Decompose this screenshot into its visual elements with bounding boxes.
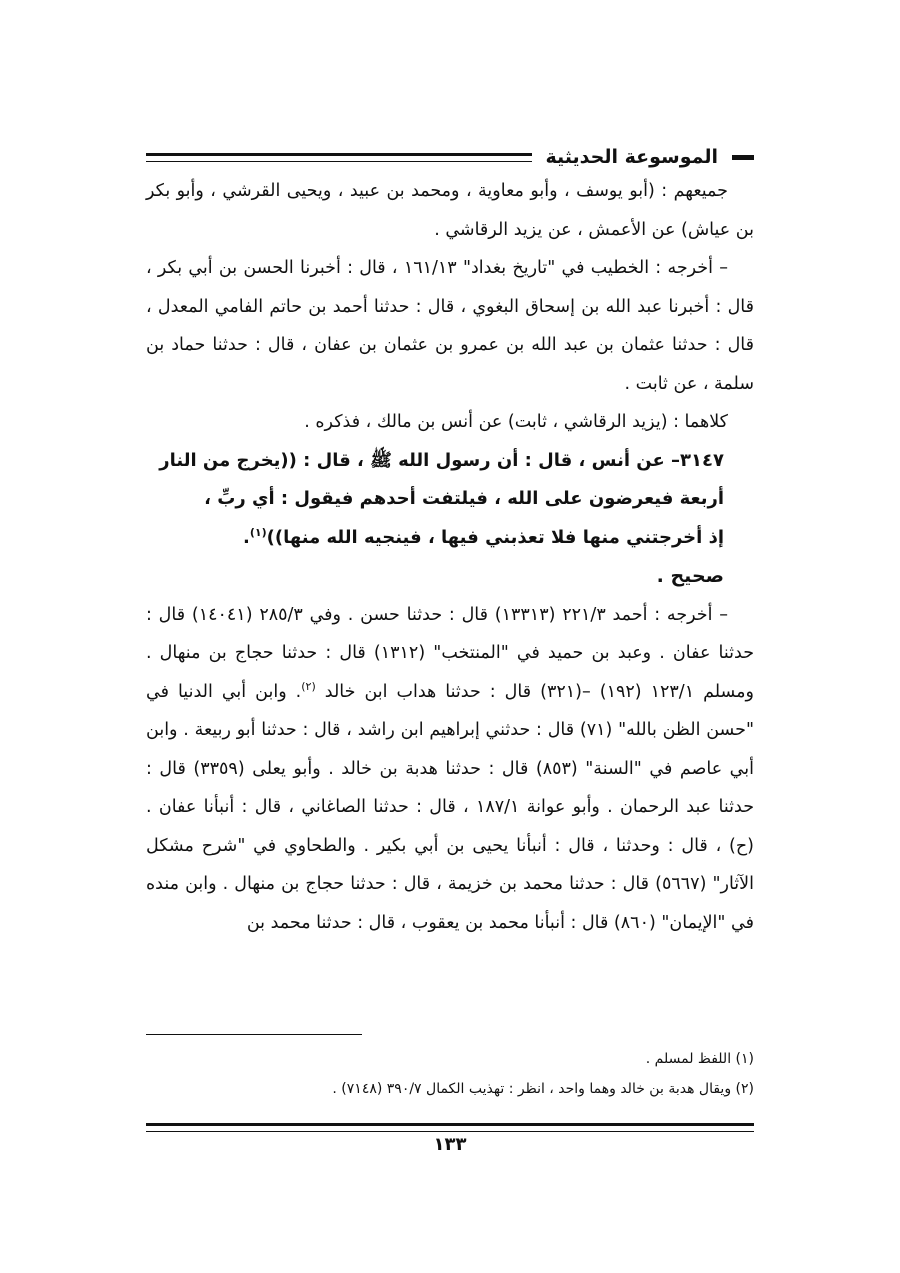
bottom-rule: [146, 1123, 754, 1132]
footnote-ref-1[interactable]: (١): [249, 525, 267, 539]
paragraph-narrators: جميعهم : (أبو يوسف ، وأبو معاوية ، ومحمد بن عبيد ، ويحيى القرشي ، وأبو بكر بن عياش) عن الأعمش ، عن يزيد الرقاشي .: [146, 181, 754, 240]
paragraph-both: كلاهما : (يزيد الرقاشي ، ثابت) عن أنس بن مالك ، فذكره .: [304, 412, 728, 432]
page-number: ١٣٣: [433, 1134, 467, 1155]
hadith-line-2: أربعة فيعرضون على الله ، فيلتفت أحدهم فيقول : أي ربِّ ،: [204, 488, 724, 509]
page-body: [146, 172, 754, 942]
footnote-1: (١) اللفظ لمسلم .: [645, 1051, 754, 1067]
hadith-line-3-text: إذ أخرجتني منها فلا تعذبني فيها ، فينجيه الله منها)): [266, 526, 724, 548]
takhrij-text-a: – أخرجه : أحمد ٢٢١/٣ (١٣٣١٣) قال : حدثنا حسن . وفي ٢٨٥/٣ (١٤٠٤١) قال : حدثنا عفان . وعبد بن حميد في "المنتخب" (١٣١٢) قال : حدثنا حجاج بن منهال . ومسلم ١٢٣/١ (١٩٢) –(٣٢١) قال : حدثنا هداب ابن خالد: [146, 604, 755, 702]
footnote-separator: [146, 1034, 362, 1035]
footnote-2: (٢) ويقال هدبة بن خالد وهما واحد ، انظر : تهذيب الكمال ٣٩٠/٧ (٧١٤٨) .: [332, 1081, 754, 1097]
book-page: [146, 0, 754, 1273]
header-rule-left: [146, 153, 532, 162]
running-header: [146, 140, 754, 174]
hadith-end: .: [243, 526, 250, 548]
hadith-line-1: ٣١٤٧– عن أنس ، قال : أن رسول الله ﷺ ، قال : ((يخرج من النار: [159, 449, 724, 471]
hadith-line-3: [146, 519, 754, 558]
paragraph-khatib: – أخرجه : الخطيب في "تاريخ بغداد" ١٦١/١٣ ، قال : أخبرنا الحسن بن أبي بكر ، قال : أخبرنا عبد الله بن إسحاق البغوي ، قال : حدثنا أحمد بن حاتم الفامي المعدل ، قال : حدثنا عثمان بن عبد الله بن عمرو بن عثمان بن عفان ، قال : حدثنا حماد بن سلمة ، عن ثابت .: [146, 258, 754, 394]
takhrij-text-b: . وابن أبي الدنيا في "حسن الظن بالله" (٧١) قال : حدثني إبراهيم ابن راشد ، قال : حدثنا أبو ربيعة . وابن أبي عاصم في "السنة" (٨٥٣) قال : حدثنا هدبة بن خالد . وأبو يعلى (٣٣٥٩) قال : حدثنا عبد الرحمان . وأبو عوانة ١٨٧/١ ، قال : حدثنا الصاغاني ، قال : أنبأنا عفان . (ح) ، قال : وحدثنا ، قال : أنبأنا يحيى بن أبي بكير . والطحاوي في "شرح مشكل الآثار" (٥٦٦٧) قال : حدثنا محمد بن خزيمة ، قال : حدثنا حجاج بن منهال . وابن منده في "الإيمان" (٨٦٠) قال : أنبأنا محمد بن يعقوب ، قال : حدثنا محمد بن: [146, 681, 755, 933]
header-rule-right: [732, 155, 754, 160]
hadith-grade: صحيح .: [656, 565, 724, 587]
header-title: الموسوعة الحديثية: [545, 146, 718, 168]
footnotes: [146, 1044, 754, 1104]
footnote-ref-2[interactable]: (٢): [301, 679, 316, 693]
paragraph-takhrij: [146, 596, 754, 943]
